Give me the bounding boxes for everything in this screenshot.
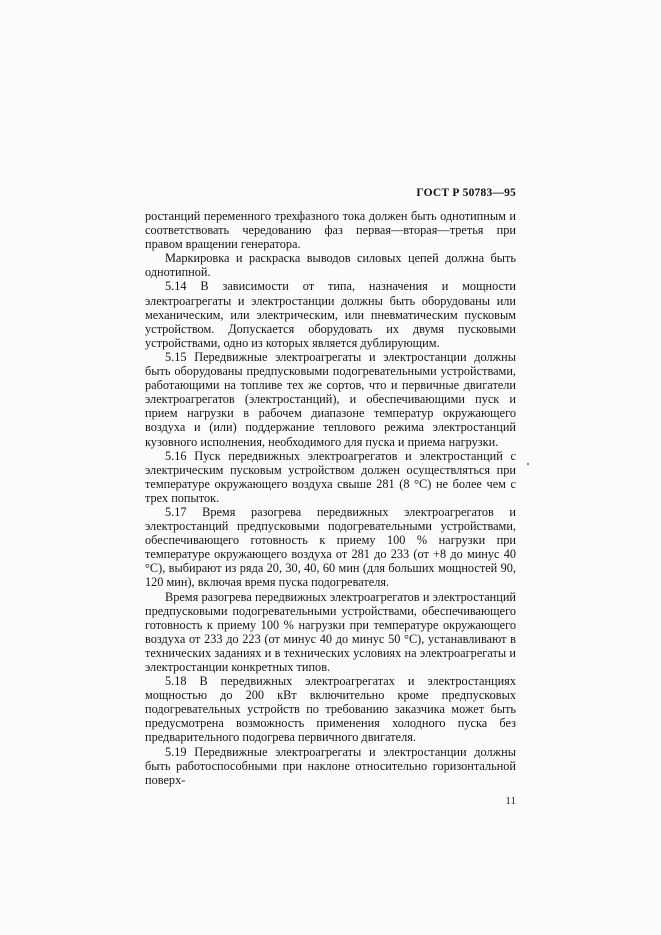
- paragraph-5-19: 5.19 Передвижные электроагрегаты и электростанции должны быть работоспособными при наклоне относительно горизонтальной поверх-: [145, 744, 516, 787]
- paragraph-continuation: ростанций переменного трехфазного тока должен быть однотипным и соответствовать чередованию фаз первая—вторая—третья при правом вращении генератора.: [145, 209, 516, 252]
- paragraph-5-14: 5.14 В зависимости от типа, назначения и мощности электроагрегаты и электростанции должны быть оборудованы или механическим, или электрическим, или пневматическим пусковым устройством. Допускается оборудовать их двумя пусковыми устройствами, одно из которых является дублирующим.: [145, 279, 516, 350]
- paragraph-5-15: 5.15 Передвижные электроагрегаты и электростанции должны быть оборудованы предпусковыми подогревательными устройствами, работающими на топливе тех же сортов, что и первичные двигатели электроагрегатов (электростанций), и обеспечивающими пуск и прием нагрузки в рабочем диапазоне температур окружающего воздуха и (или) поддержание теплового режима электростанций кузовного исполнения, необходимого для пуска и приема нагрузки.: [145, 349, 516, 449]
- standard-designation: ГОСТ Р 50783—95: [416, 187, 516, 199]
- paragraph-5-17: 5.17 Время разогрева передвижных электроагрегатов и электростанций предпусковыми подогревательными устройствами, обеспечивающего готовность к приему 100 % нагрузки при температуре окружающего воздуха от 281 до 233 (от +8 до минус 40 °С), выбирают из ряда 20, 30, 40, 60 мин (для больших мощностей 90, 120 мин), включая время пуска подогревателя.: [145, 504, 516, 590]
- paragraph-warmup-time: Время разогрева передвижных электроагрегатов и электростанций предпусковыми подогревательными устройствами, обеспечивающего готовность к приему 100 % нагрузки при температуре окружающего воздуха от 233 до 223 (от минус 40 до минус 50 °С), устанавливают в технических заданиях и в технических условиях на электроагрегаты и электростанции конкретных типов.: [145, 589, 516, 674]
- page-number: 11: [505, 795, 516, 807]
- paragraph-marking: Маркировка и раскраска выводов силовых цепей должна быть однотипной.: [145, 251, 516, 280]
- document-body: [145, 209, 516, 787]
- scan-speck: [527, 463, 529, 465]
- paragraph-5-18: 5.18 В передвижных электроагрегатах и электростанциях мощностью до 200 кВт включительно кроме предпусковых подогревательных устройств по требованию заказчика может быть предусмотрена возможность применения холодного пуска без предварительного подогрева первичного двигателя.: [145, 674, 516, 745]
- paragraph-5-16: 5.16 Пуск передвижных электроагрегатов и электростанций с электрическим пусковым устройством должен осуществляться при температуре окружающего воздуха свыше 281 (8 °С) не более чем с трех попыток.: [145, 448, 516, 505]
